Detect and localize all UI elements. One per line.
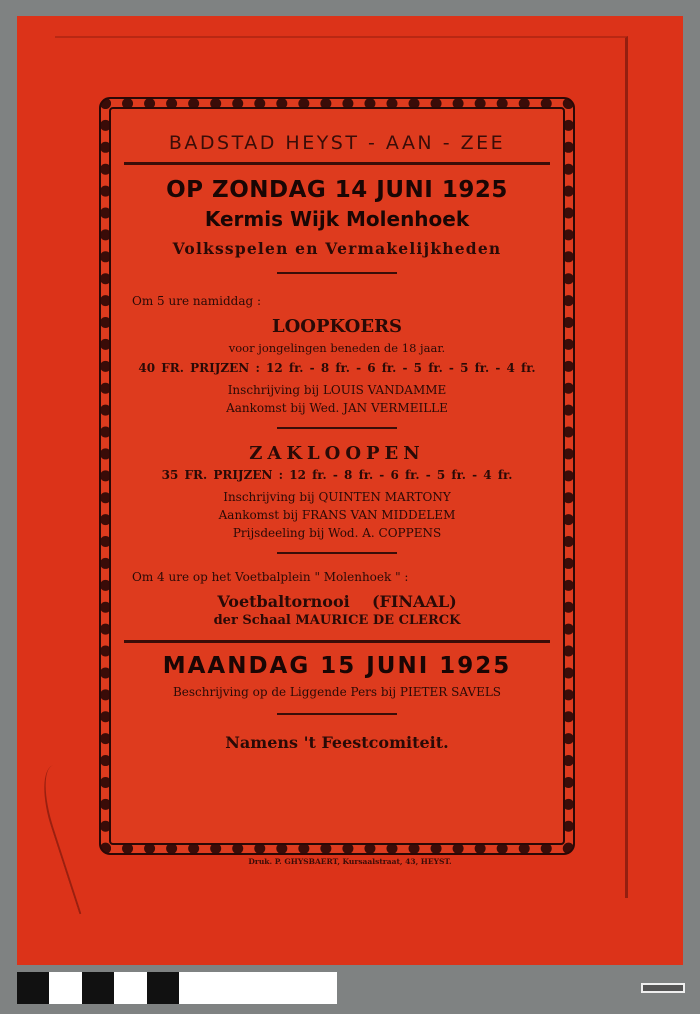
printer-credit: Druk. P. GHYSBAERT, Kursaalstraat, 43, HEYST. bbox=[248, 857, 452, 866]
loopkoers-details bbox=[112, 381, 562, 417]
signature: Namens 't Feestcomiteit. bbox=[225, 733, 449, 752]
color-scale-bar bbox=[17, 972, 337, 1004]
poster-content bbox=[112, 110, 562, 752]
zakloopen-details bbox=[112, 488, 562, 542]
scale-block-white-wide bbox=[179, 972, 337, 1004]
voetbal-title: Voetbaltornooi (FINAAL) bbox=[217, 592, 457, 611]
scale-block-black bbox=[147, 972, 179, 1004]
kermis-title: Kermis Wijk Molenhoek bbox=[204, 207, 470, 231]
scale-block-black bbox=[82, 972, 114, 1004]
scale-block-white bbox=[114, 972, 147, 1004]
voetbal-time: Om 4 ure op het Voetbalplein " Molenhoek " : bbox=[132, 570, 409, 584]
loopkoers-title: LOOPKOERS bbox=[271, 316, 403, 337]
divider bbox=[277, 713, 397, 715]
town-heading: BADSTAD HEYST - AAN - ZEE bbox=[168, 132, 506, 154]
loopkoers-prizes: 40 FR. PRIJZEN : 12 fr. - 8 fr. - 6 fr. - 5 fr. - 5 fr. - 4 fr. bbox=[138, 361, 536, 375]
voetbal-subtitle: der Schaal MAURICE DE CLERCK bbox=[213, 613, 461, 628]
sunday-date: OP ZONDAG 14 JUNI 1925 bbox=[166, 177, 508, 203]
detail-line: Aankomst bij Wed. JAN VERMEILLE bbox=[226, 401, 448, 415]
loopkoers-note: voor jongelingen beneden de 18 jaar. bbox=[228, 341, 446, 355]
zakloopen-prizes: 35 FR. PRIJZEN : 12 fr. - 8 fr. - 6 fr. - 5 fr. - 4 fr. bbox=[161, 468, 513, 482]
detail-line: Inschrijving bij LOUIS VANDAMME bbox=[227, 383, 447, 397]
detail-line: Inschrijving bij QUINTEN MARTONY bbox=[223, 490, 451, 504]
subtitle: Volksspelen en Vermakelijkheden bbox=[172, 239, 502, 258]
divider bbox=[124, 640, 550, 643]
scale-block-white bbox=[49, 972, 82, 1004]
zakloopen-title: ZAKLOOPEN bbox=[249, 443, 425, 464]
detail-line: Aankomst bij FRANS VAN MIDDELEM bbox=[218, 508, 456, 522]
divider bbox=[277, 272, 397, 274]
loopkoers-time: Om 5 ure namiddag : bbox=[132, 294, 262, 308]
monday-note: Beschrijving op de Liggende Pers bij PIETER SAVELS bbox=[172, 685, 502, 699]
ruler-marker bbox=[641, 983, 685, 993]
divider bbox=[277, 427, 397, 429]
scale-block-black bbox=[17, 972, 49, 1004]
monday-date: MAANDAG 15 JUNI 1925 bbox=[162, 653, 512, 679]
divider bbox=[124, 162, 550, 165]
divider bbox=[277, 552, 397, 554]
detail-line: Prijsdeeling bij Wod. A. COPPENS bbox=[232, 526, 442, 540]
